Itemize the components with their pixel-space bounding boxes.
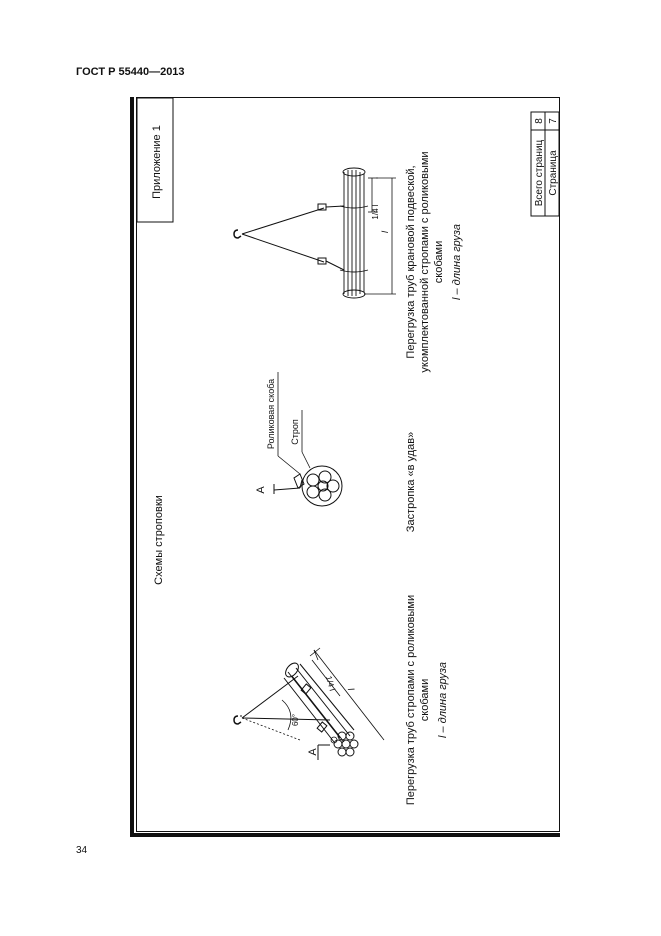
caption-right-line1: Перегрузка труб крановой подвеской, [405, 165, 417, 359]
angle-label: 60° [291, 713, 300, 727]
caption-left-line2: скобами [419, 678, 431, 722]
caption-center: Застропка «в удав» [405, 431, 417, 533]
total-pages-value: 8 [534, 118, 545, 124]
pipe-bundle [283, 661, 358, 756]
dim-quarter-label: 1/4 l [324, 674, 337, 692]
appendix-label: Приложение 1 [151, 125, 163, 199]
dim-quarter-label-right: 1/4 l [371, 204, 380, 220]
page-number: 34 [76, 845, 88, 856]
caption-left-line3: l – длина груза [437, 661, 449, 739]
scheme-title: Схемы строповки [153, 495, 165, 585]
total-pages-label: Всего страниц [534, 139, 545, 207]
angle-arc [282, 700, 291, 730]
standard-title: ГОСТ Р 55440—2013 [76, 66, 185, 78]
crane-hook-icon-right [234, 230, 241, 238]
dim-full-label: l [345, 686, 356, 692]
pipe-cross-section [302, 466, 342, 506]
caption-right-line4: l – длина груза [451, 223, 463, 301]
diagram-center [255, 372, 417, 532]
appendix-box [137, 98, 173, 222]
sling-line-1 [242, 676, 298, 718]
page-value: 7 [548, 118, 559, 124]
caption-left-line1: Перегрузка труб стропами с роликовыми [405, 594, 417, 806]
label-sling: Строп [290, 419, 300, 445]
caption-right-line2: укомплектованной стропами с роликовыми [419, 151, 431, 373]
pipe-bundle-right [340, 168, 368, 298]
dim-full-label-right: l [380, 231, 390, 233]
view-marker-a-center: А [255, 486, 267, 494]
crane-hook-icon [234, 716, 241, 724]
diagram-left [234, 595, 449, 805]
caption-right-line3: скобами [433, 240, 445, 284]
label-roller-bracket: Роликовая скоба [266, 378, 276, 450]
title-block [531, 112, 559, 216]
diagram-right [234, 151, 463, 372]
view-marker-a-left: А [307, 748, 319, 756]
page-label: Страница [548, 150, 559, 196]
